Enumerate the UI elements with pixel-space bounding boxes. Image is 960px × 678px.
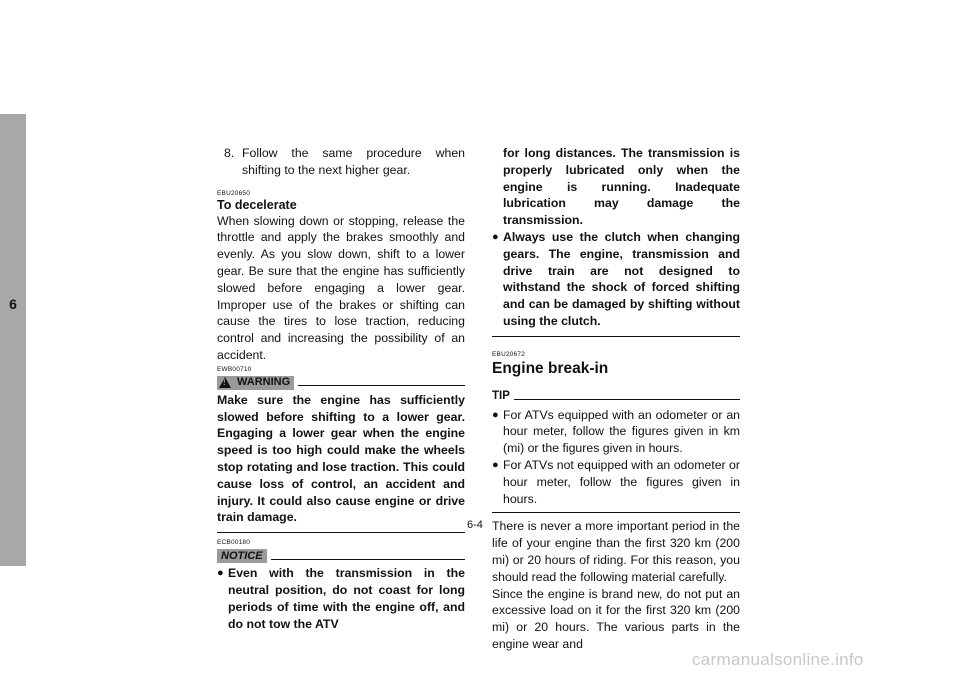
decel-text: When slowing down or stopping, release the throttle and apply the brakes smoothly and evenly. As you slow down, shift to a lower gear. Be sure that the engine has sufficiently slowed before engaging a lower gear. Improper use of the brakes or shifting can cause the tires to lose traction, reducing control and increasing the possibility of an accident.	[217, 213, 465, 362]
tip-header-rule	[514, 399, 740, 400]
decel-code: EBU20650	[217, 189, 251, 197]
warning-text: Make sure the engine has sufficiently slowed before shifting to a lower gear. Engaging a lower gear when the engine speed is too high could make the wheels stop rotating and lose traction. This could cause loss of control, an accident and injury. It could also cause engine or drive train damage.	[217, 392, 465, 525]
notice-bullet-1	[217, 565, 465, 632]
notice-bullet-2-text: Always use the clutch when changing gears. The engine, transmission and drive train are not designed to withstand the shock of forced shifting and can be damaged by shifting without using the clutch.	[503, 229, 740, 328]
right-column	[492, 145, 740, 653]
notice-bullet-2	[492, 229, 740, 330]
tip-bullet-1-text: For ATVs equipped with an odometer or an hour meter, follow the figures given in km (mi) or the figures given in hours.	[503, 407, 740, 456]
notice-code: ECB00180	[217, 539, 251, 547]
notice-header	[217, 549, 465, 563]
page-number: 6-4	[467, 519, 483, 531]
tip-header	[492, 388, 740, 405]
notice-bullet-1-continued	[492, 145, 740, 229]
decel-title: To decelerate	[217, 197, 297, 212]
bullet-icon: ●	[492, 458, 499, 471]
notice-bullet-1-text: Even with the transmission in the neutral position, do not coast for long periods of time with the engine off, and do not tow the ATV	[228, 566, 465, 631]
breakin-paragraph-1: There is never a more important period in the life of your engine than the first 320 km (200 mi) or 20 hours of riding. For this reason, you should read the following material carefully.	[492, 519, 740, 584]
bullet-icon: ●	[217, 567, 224, 580]
tip-bullet-1	[492, 407, 740, 457]
bullet-icon: ●	[492, 230, 499, 243]
breakin-code: EBU20672	[492, 350, 526, 358]
tip-bullet-2	[492, 457, 740, 507]
notice-bullet-1-cont-text: for long distances. The transmission is properly lubricated only when the engine is running. Inadequate lubrication may damage the transmission.	[503, 146, 740, 228]
breakin-title: Engine break-in	[492, 359, 609, 377]
warning-header	[217, 376, 465, 390]
step-8	[217, 145, 465, 179]
warning-triangle-icon	[219, 377, 231, 388]
tip-label: TIP	[492, 389, 510, 402]
tip-end-rule	[492, 512, 740, 513]
warning-badge	[217, 376, 294, 390]
notice-header-rule	[271, 559, 465, 560]
bullet-icon: ●	[492, 408, 499, 421]
warning-header-rule	[298, 385, 465, 386]
chapter-tab-number: 6	[9, 296, 17, 312]
warning-code: EWB00710	[217, 365, 252, 373]
tip-bullet-2-text: For ATVs not equipped with an odometer or hour meter, follow the figures given in hours.	[503, 457, 740, 506]
left-column	[217, 145, 465, 632]
chapter-tab	[0, 114, 26, 566]
notice-label: NOTICE	[217, 549, 267, 563]
step-number: 8.	[224, 146, 235, 160]
breakin-paragraph-2: Since the engine is brand new, do not put an excessive load on it for the first 320 km (200 mi) or 20 hours. The various parts in the engine wear and	[492, 586, 740, 651]
step-text: Follow the same procedure when shifting to the next higher gear.	[242, 146, 465, 177]
warning-label: WARNING	[237, 376, 291, 389]
watermark: carmanualsonline.info	[692, 650, 864, 669]
